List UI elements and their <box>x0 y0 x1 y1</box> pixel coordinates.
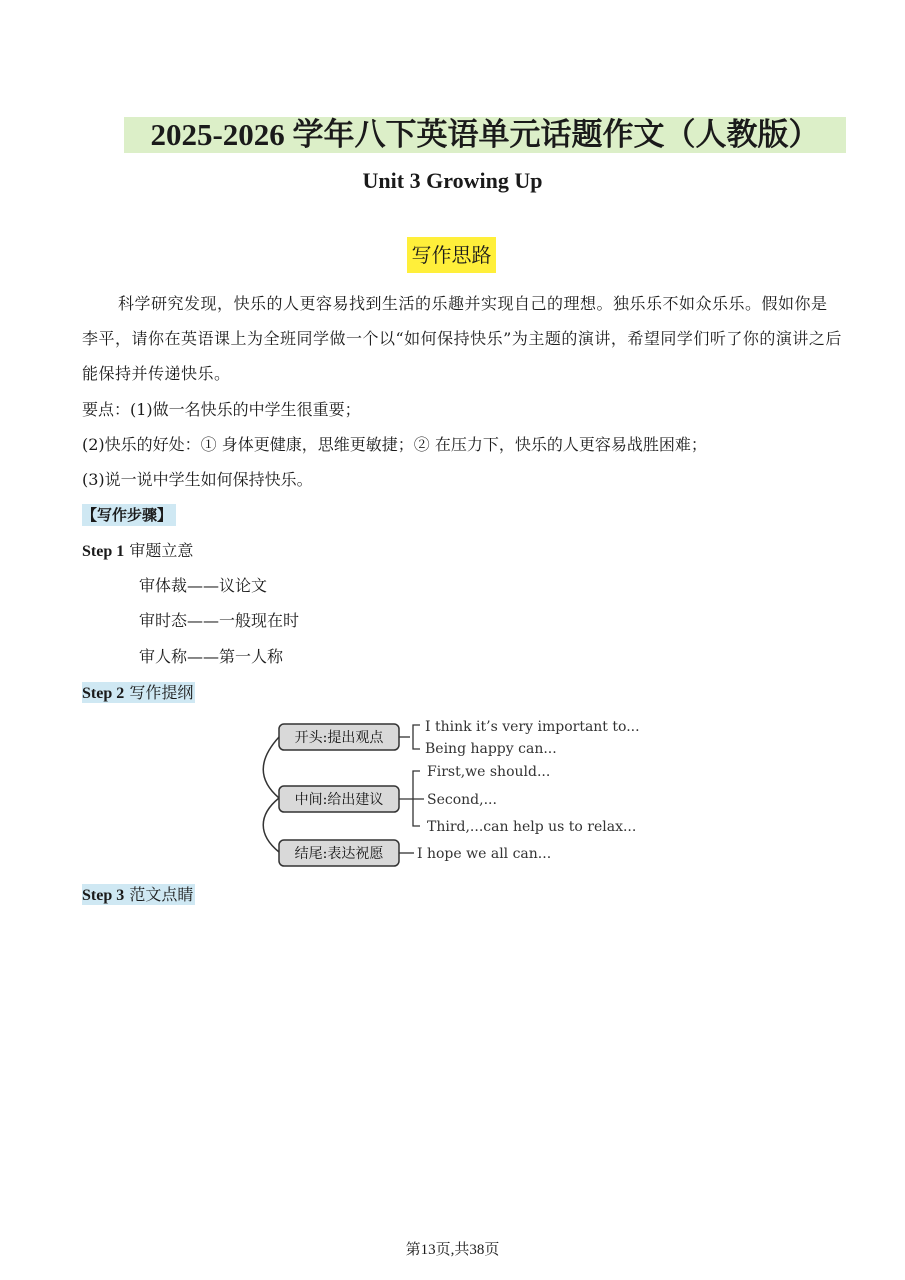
step-1-item-genre: 审体裁——议论文 <box>139 576 268 595</box>
step-1-item-tense: 审时态——一般现在时 <box>139 611 300 630</box>
page-title: 2025-2026 学年八下英语单元话题作文（人教版） <box>124 117 846 153</box>
writing-idea-badge: 写作思路 <box>407 237 496 273</box>
opening-line-2: Being happy can... <box>425 741 557 757</box>
step-2-text: 写作提纲 <box>129 683 194 702</box>
middle-line-1: First,we should... <box>427 764 551 780</box>
middle-line-3: Third,...can help us to relax... <box>427 819 637 835</box>
page-number: 第13页,共38页 <box>405 1242 500 1258</box>
step-1-text: 审题立意 <box>129 541 194 560</box>
steps-heading: 【写作步骤】 <box>82 504 176 526</box>
prompt-point-2: (2)快乐的好处：① 身体更健康，思维更敏捷；② 在压力下，快乐的人更容易战胜困难； <box>82 435 707 454</box>
middle-box-label: 中间:给出建议 <box>294 792 384 808</box>
step-1-item-person: 审人称——第一人称 <box>139 647 284 666</box>
prompt-point-1: 要点：(1)做一名快乐的中学生很重要； <box>82 400 361 419</box>
ending-box-label: 结尾:表达祝愿 <box>294 846 384 862</box>
step-2-label: Step 2 <box>82 685 125 702</box>
step-3-heading <box>82 884 195 907</box>
step-3-label: Step 3 <box>82 887 125 904</box>
step-1-label: Step 1 <box>82 543 125 560</box>
unit-subtitle: Unit 3 Growing Up <box>362 168 543 193</box>
opening-bracket <box>413 725 420 749</box>
outline-main-bracket <box>263 737 279 852</box>
step-3-text: 范文点睛 <box>129 885 194 904</box>
middle-line-2: Second,... <box>427 792 497 808</box>
opening-box-label: 开头:提出观点 <box>294 730 384 746</box>
prompt-point-3: (3)说一说中学生如何保持快乐。 <box>82 470 313 489</box>
prompt-paragraph: 科学研究发现，快乐的人更容易找到生活的乐趣并实现自己的理想。独乐乐不如众乐乐。假如你是李平，请你在英语课上为全班同学做一个以“如何保持快乐”为主题的演讲，希望同学们听了你的演讲之后能保持并传递快乐。 <box>82 294 842 383</box>
opening-line-1: I think it’s very important to... <box>425 719 640 735</box>
ending-line-1: I hope we all can... <box>417 846 552 862</box>
